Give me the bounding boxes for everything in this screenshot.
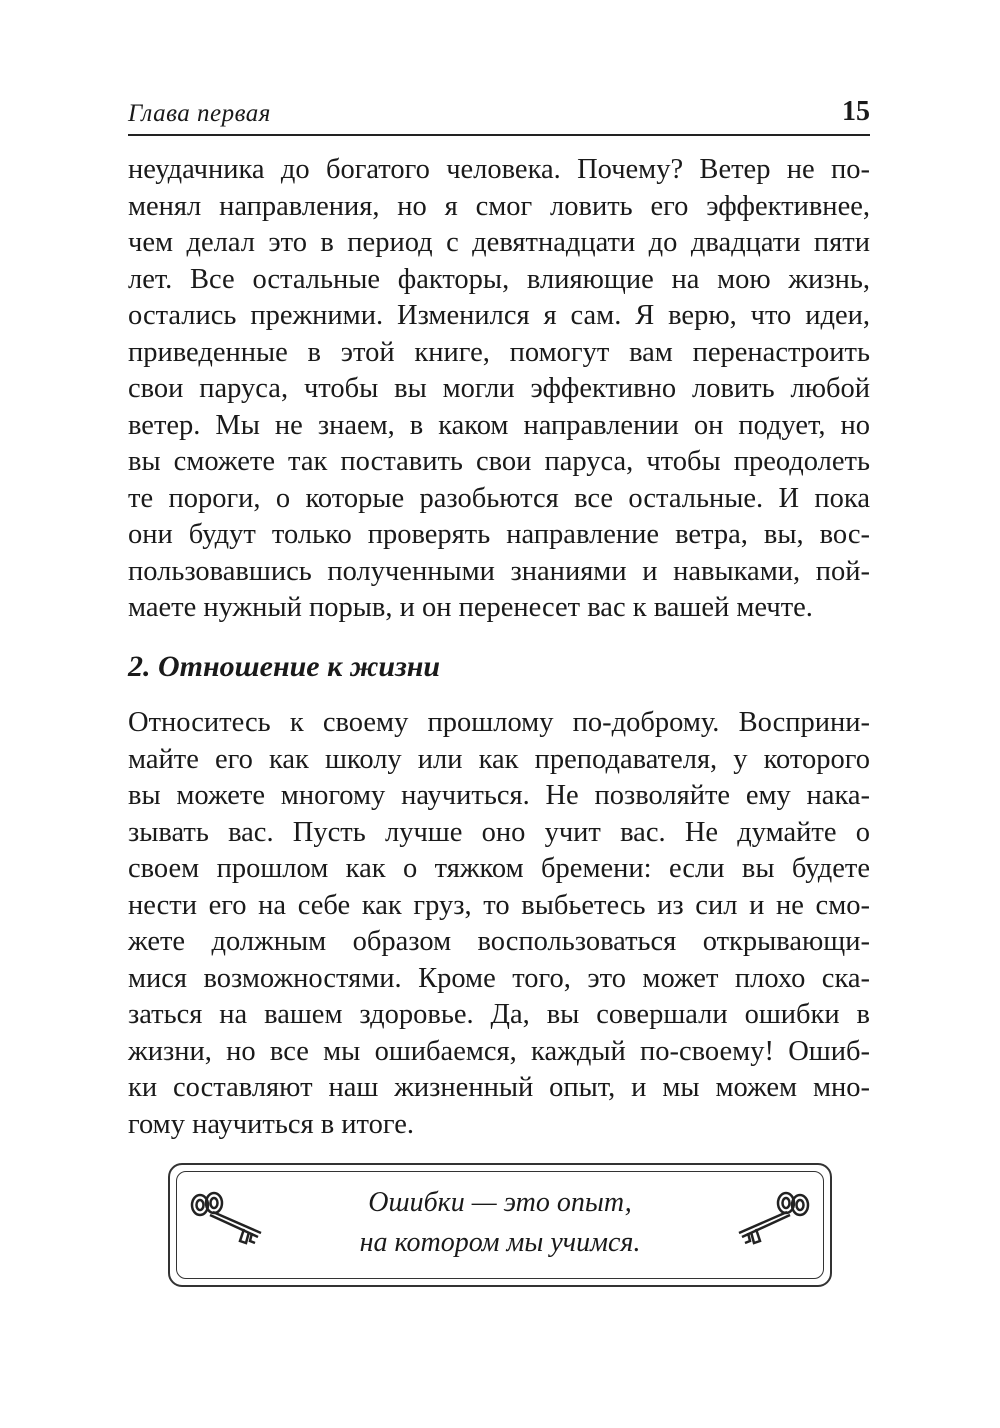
text-line: маете нужный порыв, и он перенесет вас к вашей мечте. xyxy=(128,592,813,623)
quote-line-2: на котором мы учимся. xyxy=(359,1227,641,1258)
text-line: заться на вашем здоровье. Да, вы совершали ошибки в xyxy=(128,999,870,1030)
section-heading: 2. Отношение к жизни xyxy=(128,650,441,683)
text-line: ки составляют наш жизненный опыт, и мы можем мно- xyxy=(128,1072,870,1103)
text-line: мися возможностями. Кроме того, это может плохо ска- xyxy=(128,962,870,994)
text-line: жизни, но все мы ошибаемся, каждый по-своему! Ошиб- xyxy=(128,1035,870,1067)
text-line: Относитесь к своему прошлому по-доброму. Восприни- xyxy=(128,707,870,738)
text-line: зывать вас. Пусть лучше оно учит вас. Не думайте о xyxy=(128,816,870,848)
text-line: приведенные в этой книге, помогут вам перенастроить xyxy=(128,336,870,368)
text-line: нести его на себе как груз, то выбьетесь из сил и не смо- xyxy=(128,889,870,921)
text-line: своем прошлом как о тяжком бремени: если вы будете xyxy=(128,853,870,884)
text-line: ветер. Мы не знаем, в каком направлении он подует, но xyxy=(128,409,870,441)
quote-text xyxy=(170,1183,830,1263)
text-line: неудачника до богатого человека. Почему? Ветер не по- xyxy=(128,154,870,185)
text-line: вы сможете так поставить свои паруса, чтобы преодолеть xyxy=(128,446,870,477)
chapter-title: Глава первая xyxy=(128,100,271,127)
text-line: гому научиться в итоге. xyxy=(128,1108,414,1140)
text-line: жете должным образом воспользоваться открывающи- xyxy=(128,926,870,957)
quote-box xyxy=(168,1163,832,1287)
text-line: майте его как школу или как преподавателя, у которого xyxy=(128,743,870,775)
text-line: они будут только проверять направление ветра, вы, вос- xyxy=(128,519,870,550)
text-line: свои паруса, чтобы вы могли эффективно ловить любой xyxy=(128,373,870,404)
text-line: остались прежними. Изменился я сам. Я верю, что идеи, xyxy=(128,300,870,331)
text-line: пользовавшись полученными знаниями и навыками, пой- xyxy=(128,555,870,587)
paragraph-2 xyxy=(128,705,870,1143)
text-line: те пороги, о которые разобьются все остальные. И пока xyxy=(128,482,870,514)
quote-line-1: Ошибки — это опыт, xyxy=(368,1187,632,1218)
paragraph-1 xyxy=(128,152,870,627)
page-number: 15 xyxy=(842,96,870,127)
text-line: вы можете многому научиться. Не позволяйте ему нака- xyxy=(128,780,870,811)
text-line: чем делал это в период с девятнадцати до двадцати пяти xyxy=(128,227,870,258)
text-line: лет. Все остальные факторы, влияющие на мою жизнь, xyxy=(128,263,870,295)
text-line: менял направления, но я смог ловить его эффективнее, xyxy=(128,190,870,222)
page-header xyxy=(128,92,870,136)
